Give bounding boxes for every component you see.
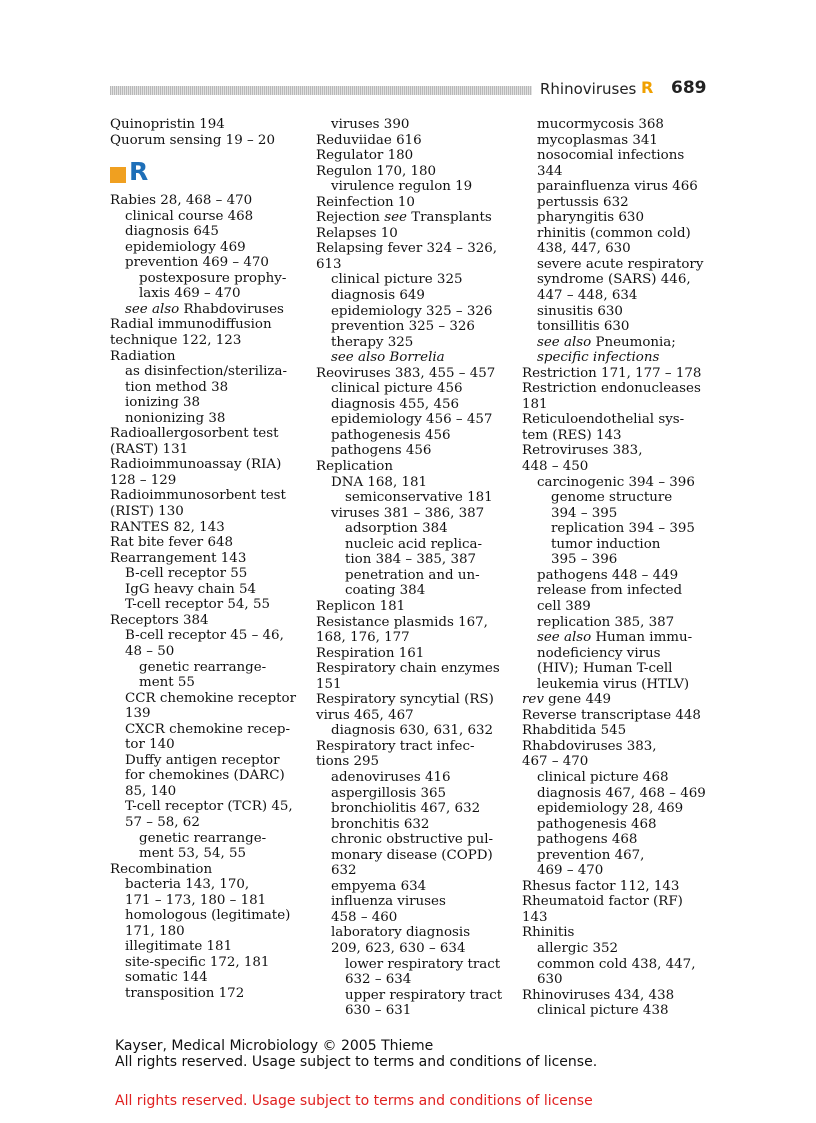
index-entry: for chemokines (DARC) — [125, 768, 285, 784]
index-entry: prevention 469 – 470 — [125, 255, 269, 271]
index-entry: sinusitis 630 — [537, 303, 623, 319]
index-entry: Replication — [316, 459, 393, 475]
index-entry: Rheumatoid factor (RF) — [522, 894, 683, 910]
index-entry: prevention 467, — [537, 847, 645, 863]
index-entry: Quorum sensing 19 – 20 — [110, 132, 275, 148]
index-entry: Reinfection 10 — [316, 194, 415, 210]
index-entry: therapy 325 — [331, 334, 414, 350]
index-entry: Respiration 161 — [316, 645, 425, 661]
index-entry: syndrome (SARS) 446, — [537, 272, 691, 288]
index-entry: 57 – 58, 62 — [125, 814, 200, 830]
index-entry: epidemiology 469 — [125, 239, 246, 255]
index-entry: clinical picture 456 — [331, 381, 463, 397]
index-entry: tion method 38 — [125, 379, 229, 395]
index-entry: epidemiology 325 – 326 — [331, 303, 493, 319]
page-number: 689 — [671, 78, 707, 98]
index-entry: Respiratory tract infec- — [316, 738, 475, 754]
index-entry: Rat bite fever 648 — [110, 535, 234, 551]
index-entry: tonsillitis 630 — [537, 319, 630, 335]
index-entry: 632 — [331, 863, 357, 879]
running-head-letter: R — [641, 78, 654, 97]
index-entry: adsorption 384 — [345, 521, 448, 537]
index-entry: Regulon 170, 180 — [316, 163, 437, 179]
index-entry: lower respiratory tract — [345, 956, 501, 972]
footer-license-notice: All rights reserved. Usage subject to terms and conditions of license — [115, 1093, 593, 1109]
section-heading — [110, 155, 300, 186]
column-1-top-entries — [110, 117, 300, 148]
index-entry: 85, 140 — [125, 783, 177, 799]
index-entry: bacteria 143, 170, — [125, 877, 250, 893]
footer-copyright: Kayser, Medical Microbiology © 2005 Thieme — [115, 1038, 434, 1054]
index-entry: cell 389 — [537, 598, 591, 614]
index-entry: replication 394 – 395 — [551, 521, 695, 537]
index-entry: Rhinitis — [522, 925, 575, 941]
index-entry: virus 465, 467 — [316, 707, 414, 723]
index-entry: empyema 634 — [331, 878, 427, 894]
index-entry: release from infected — [537, 583, 683, 599]
index-entry: monary disease (COPD) — [331, 847, 493, 863]
index-entry: clinical course 468 — [125, 208, 254, 224]
index-entry: bronchitis 632 — [331, 816, 430, 832]
index-entry: tem (RES) 143 — [522, 427, 622, 443]
index-entry: 48 – 50 — [125, 643, 175, 659]
index-entry: see also Rhabdoviruses — [125, 301, 284, 317]
index-entry: RANTES 82, 143 — [110, 519, 225, 535]
index-entry: mycoplasmas 341 — [537, 132, 658, 148]
index-entry: see also Human immu- — [537, 630, 693, 646]
section-letter: R — [129, 157, 149, 187]
index-entry: IgG heavy chain 54 — [125, 581, 257, 597]
index-entry: Rabies 28, 468 – 470 — [110, 193, 253, 209]
index-entry: see also Borrelia — [331, 350, 445, 366]
index-entry: parainfluenza virus 466 — [537, 179, 698, 195]
index-entry: Reduviidae 616 — [316, 132, 422, 148]
index-entry: tions 295 — [316, 754, 380, 770]
index-entry: 151 — [316, 676, 342, 692]
index-entry: pathogenesis 456 — [331, 427, 451, 443]
index-entry: 467 – 470 — [522, 754, 589, 770]
index-entry: clinical picture 438 — [537, 1003, 669, 1019]
index-entry: pathogens 468 — [537, 832, 638, 848]
index-entry: (RIST) 130 — [110, 504, 184, 520]
index-entry: pathogens 448 – 449 — [537, 567, 679, 583]
index-entry: upper respiratory tract — [345, 987, 503, 1003]
index-entry: Recombination — [110, 861, 213, 877]
index-entry: epidemiology 28, 469 — [537, 801, 684, 817]
index-entry: B-cell receptor 45 – 46, — [125, 628, 284, 644]
index-entry: Radioimmunoassay (RIA) — [110, 457, 282, 473]
index-entry: carcinogenic 394 – 396 — [537, 474, 695, 490]
index-entry: Rejection see Transplants — [316, 210, 492, 226]
index-entry: T-cell receptor 54, 55 — [125, 597, 270, 613]
index-entry: leukemia virus (HTLV) — [537, 676, 690, 692]
index-entry: 632 – 634 — [345, 972, 412, 988]
index-entry: influenza viruses — [331, 894, 446, 910]
index-entry: nonionizing 38 — [125, 410, 226, 426]
index-entry: virulence regulon 19 — [331, 179, 473, 195]
index-entry: allergic 352 — [537, 940, 619, 956]
index-entry: tor 140 — [125, 737, 175, 753]
index-entry: viruses 390 — [331, 117, 410, 132]
index-entry: (HIV); Human T-cell — [537, 661, 673, 677]
index-entry: Quinopristin 194 — [110, 117, 225, 132]
column-1-entries — [110, 193, 300, 1001]
index-entry: CCR chemokine receptor — [125, 690, 297, 706]
index-entry: prevention 325 – 326 — [331, 319, 475, 335]
index-entry: 613 — [316, 256, 342, 272]
index-entry: see also Pneumonia; — [537, 334, 676, 350]
index-entry: Restriction 171, 177 – 178 — [522, 365, 702, 381]
index-entry: T-cell receptor (TCR) 45, — [125, 799, 293, 815]
index-entry: Relapses 10 — [316, 225, 398, 241]
index-entry: Duffy antigen receptor — [125, 752, 280, 768]
index-entry: Radioallergosorbent test — [110, 426, 279, 442]
index-entry: diagnosis 645 — [125, 224, 219, 240]
index-entry: ment 55 — [139, 675, 195, 691]
index-entry: transposition 172 — [125, 985, 245, 1001]
index-entry: site-specific 172, 181 — [125, 954, 270, 970]
index-entry: ment 53, 54, 55 — [139, 846, 247, 862]
index-entry: replication 385, 387 — [537, 614, 675, 630]
index-entry: Regulator 180 — [316, 148, 414, 164]
index-entry: viruses 381 – 386, 387 — [331, 505, 485, 521]
index-entry: rev gene 449 — [522, 692, 612, 708]
index-entry: 448 – 450 — [522, 459, 589, 475]
column-2-entries — [316, 117, 512, 1019]
index-entry: laxis 469 – 470 — [139, 286, 241, 302]
index-entry: ionizing 38 — [125, 395, 201, 411]
index-entry: 168, 176, 177 — [316, 630, 410, 646]
index-column-3 — [522, 117, 722, 1019]
index-entry: 171 – 173, 180 – 181 — [125, 892, 267, 908]
index-entry: DNA 168, 181 — [331, 474, 428, 490]
header-rule — [110, 86, 532, 95]
index-entry: illegitimate 181 — [125, 939, 233, 955]
index-entry: Reverse transcriptase 448 — [522, 707, 701, 723]
index-entry: Retroviruses 383, — [522, 443, 643, 459]
index-entry: Rhinoviruses 434, 438 — [522, 987, 675, 1003]
index-entry: nosocomial infections — [537, 148, 685, 164]
index-entry: diagnosis 649 — [331, 288, 425, 304]
index-column-1 — [110, 117, 300, 1002]
index-entry: diagnosis 467, 468 – 469 — [537, 785, 706, 801]
section-square-icon — [110, 167, 126, 183]
index-entry: Rearrangement 143 — [110, 550, 247, 566]
index-entry: Radioimmunosorbent test — [110, 488, 286, 504]
index-entry: 128 – 129 — [110, 472, 177, 488]
index-entry: homologous (legitimate) — [125, 908, 291, 924]
index-entry: 139 — [125, 706, 151, 722]
index-entry: coating 384 — [345, 583, 426, 599]
column-3-entries — [522, 117, 722, 1019]
index-entry: severe acute respiratory — [537, 256, 704, 272]
index-entry: specific infections — [537, 350, 660, 366]
index-entry: Radiation — [110, 348, 176, 364]
index-entry: 171, 180 — [125, 923, 185, 939]
index-entry: somatic 144 — [125, 970, 208, 986]
index-entry: Rhabditida 545 — [522, 723, 627, 739]
index-entry: diagnosis 455, 456 — [331, 396, 460, 412]
index-entry: Reticuloendothelial sys- — [522, 412, 685, 428]
index-entry: nucleic acid replica- — [345, 536, 483, 552]
index-entry: (RAST) 131 — [110, 441, 189, 457]
index-entry: clinical picture 325 — [331, 272, 463, 288]
index-entry: bronchiolitis 467, 632 — [331, 801, 481, 817]
index-entry: CXCR chemokine recep- — [125, 721, 290, 737]
index-entry: Restriction endonucleases — [522, 381, 701, 397]
index-entry: Resistance plasmids 167, — [316, 614, 488, 630]
index-entry: epidemiology 456 – 457 — [331, 412, 493, 428]
index-entry: genetic rearrange- — [139, 659, 267, 675]
index-entry: diagnosis 630, 631, 632 — [331, 723, 494, 739]
index-entry: as disinfection/steriliza- — [125, 364, 287, 380]
index-entry: 344 — [537, 163, 563, 179]
index-entry: 209, 623, 630 – 634 — [331, 940, 466, 956]
index-entry: 395 – 396 — [551, 552, 618, 568]
index-entry: 630 — [537, 972, 563, 988]
index-entry: 630 – 631 — [345, 1003, 412, 1019]
index-entry: 181 — [522, 396, 548, 412]
index-entry: pathogenesis 468 — [537, 816, 657, 832]
index-entry: clinical picture 468 — [537, 769, 669, 785]
index-entry: pathogens 456 — [331, 443, 432, 459]
index-entry: 458 – 460 — [331, 909, 398, 925]
index-entry: tion 384 – 385, 387 — [345, 552, 477, 568]
index-entry: postexposure prophy- — [139, 270, 287, 286]
index-entry: 438, 447, 630 — [537, 241, 631, 257]
index-entry: pertussis 632 — [537, 194, 629, 210]
index-entry: pharyngitis 630 — [537, 210, 644, 226]
index-entry: genetic rearrange- — [139, 830, 267, 846]
index-entry: nodeficiency virus — [537, 645, 661, 661]
index-entry: Receptors 384 — [110, 612, 209, 628]
index-entry: Relapsing fever 324 – 326, — [316, 241, 498, 257]
index-entry: 447 – 448, 634 — [537, 288, 638, 304]
running-head-title: Rhinoviruses — [540, 80, 637, 98]
index-entry: Respiratory syncytial (RS) — [316, 692, 494, 708]
index-entry: Rhabdoviruses 383, — [522, 738, 657, 754]
index-entry: mucormycosis 368 — [537, 117, 664, 132]
index-entry: aspergillosis 365 — [331, 785, 447, 801]
index-entry: Radial immunodiffusion — [110, 317, 272, 333]
footer-rights: All rights reserved. Usage subject to terms and conditions of license. — [115, 1054, 598, 1070]
index-entry: penetration and un- — [345, 567, 480, 583]
index-entry: rhinitis (common cold) — [537, 225, 691, 241]
index-entry: chronic obstructive pul- — [331, 832, 494, 848]
index-entry: Rhesus factor 112, 143 — [522, 878, 680, 894]
index-entry: semiconservative 181 — [345, 490, 493, 506]
index-entry: Respiratory chain enzymes — [316, 661, 500, 677]
index-entry: 394 – 395 — [551, 505, 618, 521]
index-entry: laboratory diagnosis — [331, 925, 471, 941]
index-entry: tumor induction — [551, 536, 661, 552]
index-entry: Replicon 181 — [316, 598, 406, 614]
index-entry: B-cell receptor 55 — [125, 566, 248, 582]
index-column-2 — [316, 117, 512, 1019]
index-entry: technique 122, 123 — [110, 333, 242, 349]
index-entry: adenoviruses 416 — [331, 769, 451, 785]
index-entry: 143 — [522, 909, 548, 925]
index-entry: 469 – 470 — [537, 863, 604, 879]
index-entry: Reoviruses 383, 455 – 457 — [316, 365, 496, 381]
index-entry: genome structure — [551, 490, 673, 506]
index-entry: common cold 438, 447, — [537, 956, 696, 972]
